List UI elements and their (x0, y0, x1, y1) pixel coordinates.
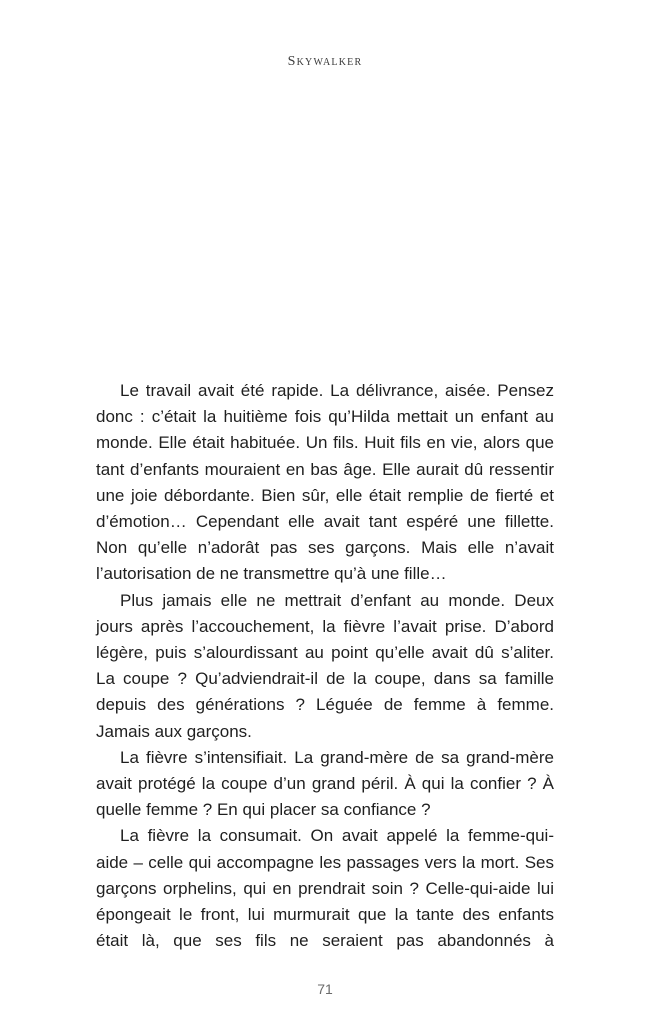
running-head: Skywalker (287, 54, 363, 69)
body-text (96, 378, 554, 954)
paragraph-2: Plus jamais elle ne mettrait d’enfant au monde. Deux jours après l’accouchement, la fièvre l’avait prise. D’abord légère, puis s’alourdissant au point qu’elle avait dû s’aliter. La coupe ? Qu’adviendrait-il de la coupe, dans sa famille depuis des générations ? Léguée de femme à femme. Jamais aux garçons. (96, 590, 554, 741)
page-number: 71 (317, 981, 333, 997)
paragraph-4: La fièvre la consumait. On avait appelé la femme-qui-aide – celle qui accompagne les passages vers la mort. Ses garçons orphelins, qui en prendrait soin ? Celle-qui-aide lui épongeait le front, lui murmurait que la tante des enfants était là, que ses fils ne seraient pas abandonnés à (96, 826, 554, 951)
paragraph-3: La fièvre s’intensifiait. La grand-mère de sa grand-mère avait protégé la coupe d’un grand péril. À qui la confier ? À quelle femme ? En qui placer sa confiance ? (96, 747, 554, 820)
paragraph-1: Le travail avait été rapide. La délivrance, aisée. Pensez donc : c’était la huitième fois qu’Hilda mettait un enfant au monde. Elle était habituée. Un fils. Huit fils en vie, alors que tant d’enfants mouraient en bas âge. Elle aurait dû ressentir une joie débordante. Bien sûr, elle était remplie de fierté et d’émotion… Cependant elle avait tant espéré une fillette. Non qu’elle n’adorât pas ses garçons. Mais elle n’avait l’autorisation de ne transmettre qu’à une fille… (96, 381, 554, 584)
